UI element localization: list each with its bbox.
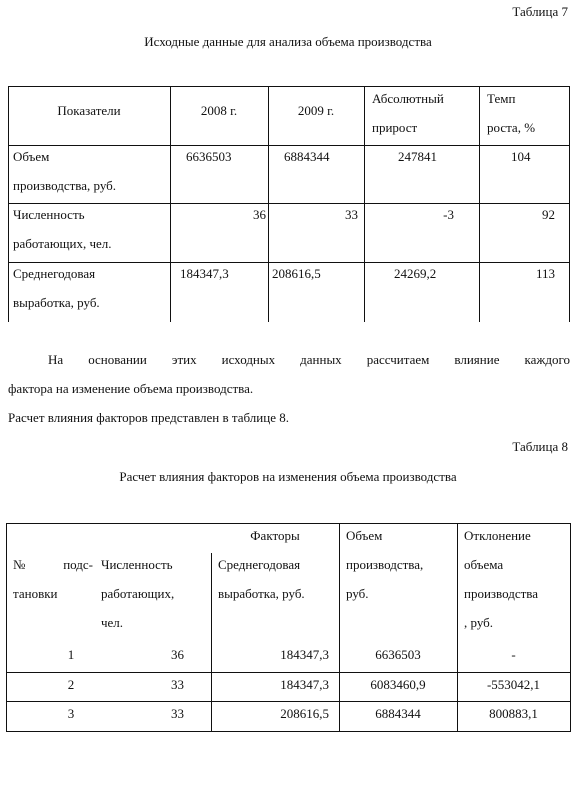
table8-header-volume: производства,	[346, 557, 424, 572]
table7-cell-2009: 33	[345, 207, 358, 222]
table7-cell-abs: 247841	[398, 149, 437, 164]
table7-header-growth-rate: Темп	[487, 91, 516, 106]
table8-vline	[570, 523, 571, 732]
table7-cell-2008: 6636503	[186, 149, 232, 164]
table8-header-workers: Численность	[101, 557, 173, 572]
table7-vline	[569, 86, 570, 322]
body-paragraph: На основании этих исходных данных рассчитаем влияние каждого	[48, 352, 570, 367]
table7-header-abs-growth: прирост	[372, 120, 418, 135]
table7-cell-2009: 6884344	[284, 149, 330, 164]
table7-title: Исходные данные для анализа объема производства	[144, 34, 432, 49]
body-paragraph: фактора на изменение объема производства.	[8, 381, 254, 396]
table8-header-output: Среднегодовая	[218, 557, 301, 572]
table7-header-indicator: Показатели	[57, 103, 121, 118]
table8-cell-volume: 6884344	[375, 706, 421, 721]
table8-cell-number: 2	[67, 677, 75, 692]
table7-row-label: работающих, чел.	[13, 236, 112, 251]
table7-cell-2008: 36	[253, 207, 266, 222]
table8-header-volume: руб.	[346, 586, 369, 601]
table8-cell-number: 1	[67, 647, 75, 662]
table8-header-deviation: объема	[464, 557, 504, 572]
table7-header-growth-rate: роста, %	[487, 120, 536, 135]
table7-row-label: Объем	[13, 149, 50, 164]
table7-caption: Таблица 7	[512, 4, 568, 19]
table8-cell-volume: 6636503	[375, 647, 421, 662]
table8-cell-deviation: 800883,1	[489, 706, 538, 721]
table7-cell-abs: -3	[443, 207, 454, 222]
table8-cell-deviation: -	[511, 647, 516, 662]
table8-cell-output: 184347,3	[280, 677, 329, 692]
table8-title: Расчет влияния факторов на изменения объема производства	[119, 469, 457, 484]
table8-cell-deviation: -553042,1	[486, 677, 541, 692]
table8-border-bottom	[6, 731, 571, 732]
table7-cell-rate: 104	[511, 149, 531, 164]
table8-cell-number: 3	[67, 706, 75, 721]
table8-cell-output: 208616,5	[280, 706, 329, 721]
table8-cell-volume: 6083460,9	[370, 677, 426, 692]
table7-cell-rate: 113	[535, 266, 555, 281]
body-paragraph: Расчет влияния факторов представлен в таблице 8.	[8, 410, 289, 425]
table8-header-deviation: Отклонение	[464, 528, 531, 543]
table8-cell-workers: 33	[171, 706, 184, 721]
table7-header-2008: 2008 г.	[200, 103, 238, 118]
table7-cell-2008: 184347,3	[180, 266, 229, 281]
table8-header-workers: чел.	[101, 615, 124, 630]
table8-header-deviation: производства	[464, 586, 539, 601]
table7-row-label: Численность	[13, 207, 85, 222]
table7-cell-rate: 92	[542, 207, 555, 222]
table7-cell-2009: 208616,5	[272, 266, 321, 281]
table8-cell-workers: 33	[171, 677, 184, 692]
table8-header-workers: работающих,	[101, 586, 175, 601]
table7-row-label: выработка, руб.	[13, 295, 100, 310]
table7-header-2009: 2009 г.	[297, 103, 335, 118]
table7-row-label: Среднегодовая	[13, 266, 96, 281]
table8-header-output: выработка, руб.	[218, 586, 305, 601]
table7-header-abs-growth: Абсолютный	[372, 91, 444, 106]
table8-header-factors: Факторы	[250, 528, 300, 543]
table8-cell-output: 184347,3	[280, 647, 329, 662]
table8-cell-workers: 36	[171, 647, 184, 662]
table8-header-number: тановки	[13, 586, 58, 601]
table7-border-top	[8, 86, 570, 87]
table8-header-volume: Объем	[346, 528, 383, 543]
table7-cell-abs: 24269,2	[394, 266, 437, 281]
table8-header-deviation: , руб.	[464, 615, 494, 630]
table8-caption: Таблица 8	[512, 439, 568, 454]
table7-row-label: производства, руб.	[13, 178, 117, 193]
table8-header-number: № подс-	[13, 557, 93, 572]
